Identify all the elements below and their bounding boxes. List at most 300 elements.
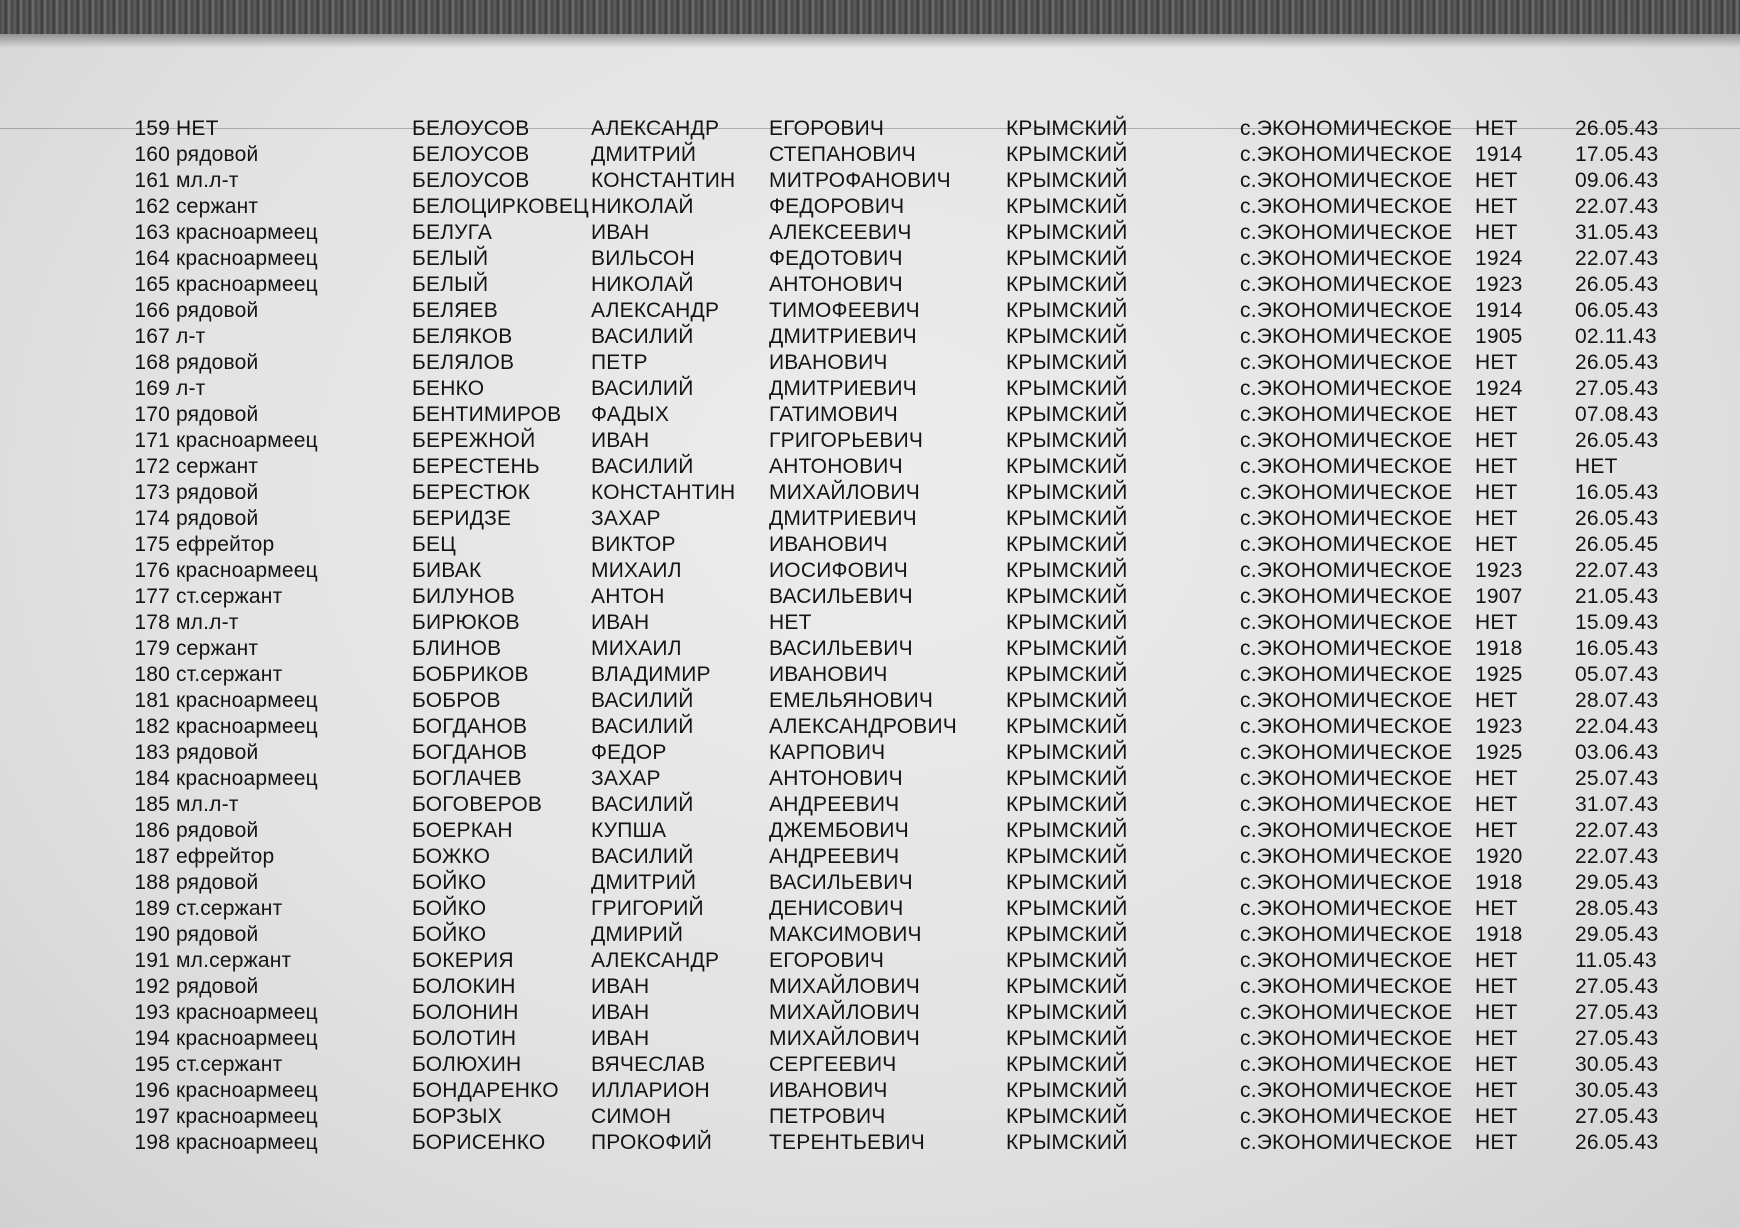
- village-cell: с.ЭКОНОМИЧЕСКОЕ: [1240, 1079, 1453, 1102]
- table-row: [0, 168, 1740, 194]
- district-cell: КРЫМСКИЙ: [1006, 273, 1128, 296]
- rank-cell: рядовой: [176, 507, 259, 530]
- date-cell: 15.09.43: [1575, 611, 1659, 634]
- rank-cell: л-т: [176, 377, 206, 400]
- row-number: 185: [134, 793, 170, 816]
- village-cell: с.ЭКОНОМИЧЕСКОЕ: [1240, 455, 1453, 478]
- table-row: [0, 688, 1740, 714]
- district-cell: КРЫМСКИЙ: [1006, 793, 1128, 816]
- patronymic-cell: МИХАЙЛОВИЧ: [769, 1027, 920, 1050]
- rank-cell: рядовой: [176, 143, 259, 166]
- last-name-cell: БЕЛОЦИРКОВЕЦ: [412, 195, 589, 218]
- last-name-cell: БОГОВЕРОВ: [412, 793, 543, 816]
- last-name-cell: БОЙКО: [412, 897, 487, 920]
- rank-cell: рядовой: [176, 923, 259, 946]
- rank-cell: красноармеец: [176, 273, 318, 296]
- first-name-cell: ФЕДОР: [591, 741, 667, 764]
- row-number: 191: [134, 949, 170, 972]
- last-name-cell: БИЛУНОВ: [412, 585, 515, 608]
- village-cell: с.ЭКОНОМИЧЕСКОЕ: [1240, 1105, 1453, 1128]
- last-name-cell: БЕРЕЖНОЙ: [412, 429, 536, 452]
- first-name-cell: ФАДЫХ: [591, 403, 670, 426]
- first-name-cell: ДМИТРИЙ: [591, 871, 697, 894]
- village-cell: с.ЭКОНОМИЧЕСКОЕ: [1240, 741, 1453, 764]
- last-name-cell: БОЛОКИН: [412, 975, 516, 998]
- last-name-cell: БЕЛОУСОВ: [412, 169, 530, 192]
- date-cell: 31.05.43: [1575, 221, 1659, 244]
- birth-year-cell: 1918: [1475, 923, 1523, 946]
- row-number: 194: [134, 1027, 170, 1050]
- birth-year-cell: НЕТ: [1475, 1001, 1518, 1024]
- row-number: 197: [134, 1105, 170, 1128]
- district-cell: КРЫМСКИЙ: [1006, 429, 1128, 452]
- district-cell: КРЫМСКИЙ: [1006, 1053, 1128, 1076]
- date-cell: 29.05.43: [1575, 923, 1659, 946]
- scan-edge-shadow: [0, 34, 1740, 48]
- last-name-cell: БОРИСЕНКО: [412, 1131, 546, 1154]
- district-cell: КРЫМСКИЙ: [1006, 299, 1128, 322]
- district-cell: КРЫМСКИЙ: [1006, 559, 1128, 582]
- district-cell: КРЫМСКИЙ: [1006, 663, 1128, 686]
- village-cell: с.ЭКОНОМИЧЕСКОЕ: [1240, 481, 1453, 504]
- row-number: 167: [134, 325, 170, 348]
- birth-year-cell: 1924: [1475, 247, 1523, 270]
- village-cell: с.ЭКОНОМИЧЕСКОЕ: [1240, 559, 1453, 582]
- date-cell: 06.05.43: [1575, 299, 1659, 322]
- birth-year-cell: 1914: [1475, 143, 1523, 166]
- birth-year-cell: НЕТ: [1475, 195, 1518, 218]
- birth-year-cell: 1918: [1475, 637, 1523, 660]
- date-cell: 30.05.43: [1575, 1079, 1659, 1102]
- row-number: 166: [134, 299, 170, 322]
- rank-cell: красноармеец: [176, 689, 318, 712]
- table-row: [0, 714, 1740, 740]
- row-number: 162: [134, 195, 170, 218]
- patronymic-cell: АНТОНОВИЧ: [769, 273, 903, 296]
- birth-year-cell: НЕТ: [1475, 949, 1518, 972]
- village-cell: с.ЭКОНОМИЧЕСКОЕ: [1240, 819, 1453, 842]
- village-cell: с.ЭКОНОМИЧЕСКОЕ: [1240, 637, 1453, 660]
- row-number: 175: [134, 533, 170, 556]
- first-name-cell: МИХАИЛ: [591, 559, 682, 582]
- district-cell: КРЫМСКИЙ: [1006, 377, 1128, 400]
- patronymic-cell: ДМИТРИЕВИЧ: [769, 377, 917, 400]
- row-number: 195: [134, 1053, 170, 1076]
- village-cell: с.ЭКОНОМИЧЕСКОЕ: [1240, 949, 1453, 972]
- rank-cell: рядовой: [176, 871, 259, 894]
- village-cell: с.ЭКОНОМИЧЕСКОЕ: [1240, 117, 1453, 140]
- last-name-cell: БЕЛОУСОВ: [412, 117, 530, 140]
- first-name-cell: ПЕТР: [591, 351, 648, 374]
- first-name-cell: ИВАН: [591, 1027, 650, 1050]
- table-row: [0, 1130, 1740, 1156]
- row-number: 172: [134, 455, 170, 478]
- district-cell: КРЫМСКИЙ: [1006, 1001, 1128, 1024]
- birth-year-cell: НЕТ: [1475, 819, 1518, 842]
- patronymic-cell: ДЕНИСОВИЧ: [769, 897, 904, 920]
- patronymic-cell: ЕГОРОВИЧ: [769, 117, 885, 140]
- rank-cell: рядовой: [176, 741, 259, 764]
- table-row: [0, 532, 1740, 558]
- birth-year-cell: 1914: [1475, 299, 1523, 322]
- last-name-cell: БЕЛЫЙ: [412, 273, 489, 296]
- birth-year-cell: НЕТ: [1475, 117, 1518, 140]
- rank-cell: красноармеец: [176, 1105, 318, 1128]
- district-cell: КРЫМСКИЙ: [1006, 689, 1128, 712]
- district-cell: КРЫМСКИЙ: [1006, 741, 1128, 764]
- row-number: 189: [134, 897, 170, 920]
- district-cell: КРЫМСКИЙ: [1006, 871, 1128, 894]
- birth-year-cell: 1923: [1475, 273, 1523, 296]
- village-cell: с.ЭКОНОМИЧЕСКОЕ: [1240, 585, 1453, 608]
- date-cell: 25.07.43: [1575, 767, 1659, 790]
- table-row: [0, 844, 1740, 870]
- village-cell: с.ЭКОНОМИЧЕСКОЕ: [1240, 611, 1453, 634]
- first-name-cell: КОНСТАНТИН: [591, 169, 736, 192]
- row-number: 173: [134, 481, 170, 504]
- table-row: [0, 272, 1740, 298]
- first-name-cell: НИКОЛАЙ: [591, 273, 694, 296]
- birth-year-cell: НЕТ: [1475, 1079, 1518, 1102]
- village-cell: с.ЭКОНОМИЧЕСКОЕ: [1240, 897, 1453, 920]
- district-cell: КРЫМСКИЙ: [1006, 611, 1128, 634]
- date-cell: 27.05.43: [1575, 377, 1659, 400]
- rank-cell: ефрейтор: [176, 533, 275, 556]
- table-row: [0, 974, 1740, 1000]
- first-name-cell: ВАСИЛИЙ: [591, 455, 694, 478]
- date-cell: 27.05.43: [1575, 1105, 1659, 1128]
- date-cell: 17.05.43: [1575, 143, 1659, 166]
- first-name-cell: ИВАН: [591, 611, 650, 634]
- rank-cell: красноармеец: [176, 1079, 318, 1102]
- row-number: 164: [134, 247, 170, 270]
- village-cell: с.ЭКОНОМИЧЕСКОЕ: [1240, 195, 1453, 218]
- table-row: [0, 1026, 1740, 1052]
- table-row: [0, 454, 1740, 480]
- rank-cell: НЕТ: [176, 117, 219, 140]
- patronymic-cell: ИОСИФОВИЧ: [769, 559, 908, 582]
- last-name-cell: БЕРЕСТЕНЬ: [412, 455, 540, 478]
- first-name-cell: ВАСИЛИЙ: [591, 325, 694, 348]
- first-name-cell: АЛЕКСАНДР: [591, 299, 720, 322]
- row-number: 184: [134, 767, 170, 790]
- first-name-cell: ВЯЧЕСЛАВ: [591, 1053, 706, 1076]
- birth-year-cell: НЕТ: [1475, 1027, 1518, 1050]
- last-name-cell: БОГДАНОВ: [412, 715, 528, 738]
- patronymic-cell: ИВАНОВИЧ: [769, 1079, 888, 1102]
- rank-cell: красноармеец: [176, 1001, 318, 1024]
- last-name-cell: БЕЛЯЛОВ: [412, 351, 515, 374]
- row-number: 169: [134, 377, 170, 400]
- rank-cell: красноармеец: [176, 1131, 318, 1154]
- birth-year-cell: 1920: [1475, 845, 1523, 868]
- rank-cell: мл.л-т: [176, 793, 239, 816]
- last-name-cell: БОЖКО: [412, 845, 491, 868]
- first-name-cell: ПРОКОФИЙ: [591, 1131, 713, 1154]
- table-row: [0, 506, 1740, 532]
- district-cell: КРЫМСКИЙ: [1006, 949, 1128, 972]
- village-cell: с.ЭКОНОМИЧЕСКОЕ: [1240, 299, 1453, 322]
- row-number: 168: [134, 351, 170, 374]
- birth-year-cell: НЕТ: [1475, 481, 1518, 504]
- scan-top-edge: [0, 0, 1740, 34]
- last-name-cell: БОНДАРЕНКО: [412, 1079, 559, 1102]
- last-name-cell: БОЙКО: [412, 871, 487, 894]
- date-cell: 05.07.43: [1575, 663, 1659, 686]
- first-name-cell: ИВАН: [591, 1001, 650, 1024]
- district-cell: КРЫМСКИЙ: [1006, 715, 1128, 738]
- table-row: [0, 298, 1740, 324]
- village-cell: с.ЭКОНОМИЧЕСКОЕ: [1240, 845, 1453, 868]
- row-number: 186: [134, 819, 170, 842]
- table-row: [0, 792, 1740, 818]
- table-row: [0, 1104, 1740, 1130]
- date-cell: 26.05.43: [1575, 1131, 1659, 1154]
- date-cell: 28.07.43: [1575, 689, 1659, 712]
- table-row: [0, 636, 1740, 662]
- village-cell: с.ЭКОНОМИЧЕСКОЕ: [1240, 975, 1453, 998]
- row-number: 178: [134, 611, 170, 634]
- birth-year-cell: 1924: [1475, 377, 1523, 400]
- patronymic-cell: ФЕДОТОВИЧ: [769, 247, 903, 270]
- last-name-cell: БЕНТИМИРОВ: [412, 403, 562, 426]
- birth-year-cell: 1923: [1475, 715, 1523, 738]
- table-row: [0, 896, 1740, 922]
- patronymic-cell: ДМИТРИЕВИЧ: [769, 507, 917, 530]
- district-cell: КРЫМСКИЙ: [1006, 403, 1128, 426]
- patronymic-cell: ГРИГОРЬЕВИЧ: [769, 429, 924, 452]
- village-cell: с.ЭКОНОМИЧЕСКОЕ: [1240, 1131, 1453, 1154]
- table-row: [0, 922, 1740, 948]
- roster-table: [0, 116, 1740, 1156]
- date-cell: 26.05.45: [1575, 533, 1659, 556]
- last-name-cell: БЕЛЫЙ: [412, 247, 489, 270]
- district-cell: КРЫМСКИЙ: [1006, 325, 1128, 348]
- birth-year-cell: НЕТ: [1475, 611, 1518, 634]
- patronymic-cell: МИХАЙЛОВИЧ: [769, 1001, 920, 1024]
- birth-year-cell: НЕТ: [1475, 429, 1518, 452]
- date-cell: 02.11.43: [1575, 325, 1657, 348]
- first-name-cell: АЛЕКСАНДР: [591, 949, 720, 972]
- row-number: 183: [134, 741, 170, 764]
- rank-cell: ст.сержант: [176, 1053, 283, 1076]
- patronymic-cell: ПЕТРОВИЧ: [769, 1105, 886, 1128]
- row-number: 174: [134, 507, 170, 530]
- date-cell: 26.05.43: [1575, 507, 1659, 530]
- birth-year-cell: НЕТ: [1475, 1105, 1518, 1128]
- district-cell: КРЫМСКИЙ: [1006, 1079, 1128, 1102]
- last-name-cell: БЕЦ: [412, 533, 456, 556]
- district-cell: КРЫМСКИЙ: [1006, 507, 1128, 530]
- last-name-cell: БОБРИКОВ: [412, 663, 529, 686]
- patronymic-cell: ДЖЕМБОВИЧ: [769, 819, 909, 842]
- row-number: 171: [134, 429, 170, 452]
- rank-cell: красноармеец: [176, 767, 318, 790]
- village-cell: с.ЭКОНОМИЧЕСКОЕ: [1240, 793, 1453, 816]
- date-cell: 29.05.43: [1575, 871, 1659, 894]
- first-name-cell: ВАСИЛИЙ: [591, 689, 694, 712]
- date-cell: 30.05.43: [1575, 1053, 1659, 1076]
- village-cell: с.ЭКОНОМИЧЕСКОЕ: [1240, 1053, 1453, 1076]
- patronymic-cell: ИВАНОВИЧ: [769, 351, 888, 374]
- first-name-cell: АЛЕКСАНДР: [591, 117, 720, 140]
- table-row: [0, 610, 1740, 636]
- row-number: 170: [134, 403, 170, 426]
- birth-year-cell: НЕТ: [1475, 1053, 1518, 1076]
- first-name-cell: ГРИГОРИЙ: [591, 897, 704, 920]
- date-cell: 07.08.43: [1575, 403, 1659, 426]
- patronymic-cell: ТЕРЕНТЬЕВИЧ: [769, 1131, 925, 1154]
- rank-cell: ефрейтор: [176, 845, 275, 868]
- date-cell: 03.06.43: [1575, 741, 1659, 764]
- district-cell: КРЫМСКИЙ: [1006, 533, 1128, 556]
- first-name-cell: ВАСИЛИЙ: [591, 845, 694, 868]
- village-cell: с.ЭКОНОМИЧЕСКОЕ: [1240, 351, 1453, 374]
- rank-cell: мл.л-т: [176, 169, 239, 192]
- patronymic-cell: ИВАНОВИЧ: [769, 533, 888, 556]
- last-name-cell: БОБРОВ: [412, 689, 501, 712]
- patronymic-cell: АНДРЕЕВИЧ: [769, 845, 900, 868]
- village-cell: с.ЭКОНОМИЧЕСКОЕ: [1240, 143, 1453, 166]
- rank-cell: сержант: [176, 195, 259, 218]
- row-number: 176: [134, 559, 170, 582]
- last-name-cell: БОЙКО: [412, 923, 487, 946]
- last-name-cell: БОГЛАЧЕВ: [412, 767, 522, 790]
- table-row: [0, 402, 1740, 428]
- last-name-cell: БЕНКО: [412, 377, 485, 400]
- rank-cell: рядовой: [176, 351, 259, 374]
- village-cell: с.ЭКОНОМИЧЕСКОЕ: [1240, 767, 1453, 790]
- birth-year-cell: НЕТ: [1475, 221, 1518, 244]
- rank-cell: красноармеец: [176, 429, 318, 452]
- rank-cell: ст.сержант: [176, 585, 283, 608]
- rank-cell: мл.л-т: [176, 611, 239, 634]
- rank-cell: рядовой: [176, 975, 259, 998]
- first-name-cell: ИВАН: [591, 975, 650, 998]
- table-row: [0, 116, 1740, 142]
- date-cell: 26.05.43: [1575, 117, 1659, 140]
- row-number: 179: [134, 637, 170, 660]
- date-cell: 22.07.43: [1575, 247, 1659, 270]
- row-number: 177: [134, 585, 170, 608]
- birth-year-cell: 1925: [1475, 741, 1523, 764]
- row-number: 187: [134, 845, 170, 868]
- row-number: 180: [134, 663, 170, 686]
- row-number: 165: [134, 273, 170, 296]
- village-cell: с.ЭКОНОМИЧЕСКОЕ: [1240, 403, 1453, 426]
- birth-year-cell: НЕТ: [1475, 689, 1518, 712]
- birth-year-cell: 1923: [1475, 559, 1523, 582]
- last-name-cell: БОРЗЫХ: [412, 1105, 502, 1128]
- patronymic-cell: МИХАЙЛОВИЧ: [769, 975, 920, 998]
- first-name-cell: ВАСИЛИЙ: [591, 715, 694, 738]
- birth-year-cell: НЕТ: [1475, 975, 1518, 998]
- rank-cell: сержант: [176, 637, 259, 660]
- last-name-cell: БЕЛУГА: [412, 221, 493, 244]
- date-cell: 22.04.43: [1575, 715, 1659, 738]
- date-cell: 09.06.43: [1575, 169, 1659, 192]
- rank-cell: ст.сержант: [176, 897, 283, 920]
- village-cell: с.ЭКОНОМИЧЕСКОЕ: [1240, 871, 1453, 894]
- patronymic-cell: ЕМЕЛЬЯНОВИЧ: [769, 689, 934, 712]
- village-cell: с.ЭКОНОМИЧЕСКОЕ: [1240, 715, 1453, 738]
- table-row: [0, 740, 1740, 766]
- birth-year-cell: НЕТ: [1475, 455, 1518, 478]
- district-cell: КРЫМСКИЙ: [1006, 767, 1128, 790]
- district-cell: КРЫМСКИЙ: [1006, 351, 1128, 374]
- table-row: [0, 818, 1740, 844]
- patronymic-cell: ФЕДОРОВИЧ: [769, 195, 905, 218]
- village-cell: с.ЭКОНОМИЧЕСКОЕ: [1240, 1027, 1453, 1050]
- village-cell: с.ЭКОНОМИЧЕСКОЕ: [1240, 923, 1453, 946]
- date-cell: 26.05.43: [1575, 273, 1659, 296]
- patronymic-cell: АНДРЕЕВИЧ: [769, 793, 900, 816]
- row-number: 193: [134, 1001, 170, 1024]
- patronymic-cell: ВАСИЛЬЕВИЧ: [769, 871, 913, 894]
- birth-year-cell: 1907: [1475, 585, 1523, 608]
- village-cell: с.ЭКОНОМИЧЕСКОЕ: [1240, 377, 1453, 400]
- village-cell: с.ЭКОНОМИЧЕСКОЕ: [1240, 689, 1453, 712]
- village-cell: с.ЭКОНОМИЧЕСКОЕ: [1240, 325, 1453, 348]
- district-cell: КРЫМСКИЙ: [1006, 923, 1128, 946]
- date-cell: 21.05.43: [1575, 585, 1659, 608]
- date-cell: 26.05.43: [1575, 429, 1659, 452]
- district-cell: КРЫМСКИЙ: [1006, 975, 1128, 998]
- district-cell: КРЫМСКИЙ: [1006, 585, 1128, 608]
- first-name-cell: ЗАХАР: [591, 507, 661, 530]
- district-cell: КРЫМСКИЙ: [1006, 897, 1128, 920]
- first-name-cell: ВАСИЛИЙ: [591, 793, 694, 816]
- district-cell: КРЫМСКИЙ: [1006, 1131, 1128, 1154]
- last-name-cell: БЕРЕСТЮК: [412, 481, 531, 504]
- patronymic-cell: ВАСИЛЬЕВИЧ: [769, 637, 913, 660]
- first-name-cell: ДМИТРИЙ: [591, 143, 697, 166]
- village-cell: с.ЭКОНОМИЧЕСКОЕ: [1240, 533, 1453, 556]
- table-row: [0, 480, 1740, 506]
- date-cell: 16.05.43: [1575, 481, 1659, 504]
- rank-cell: красноармеец: [176, 715, 318, 738]
- patronymic-cell: АЛЕКСАНДРОВИЧ: [769, 715, 957, 738]
- village-cell: с.ЭКОНОМИЧЕСКОЕ: [1240, 663, 1453, 686]
- row-number: 161: [134, 169, 170, 192]
- date-cell: 31.07.43: [1575, 793, 1659, 816]
- row-number: 182: [134, 715, 170, 738]
- table-row: [0, 324, 1740, 350]
- rank-cell: рядовой: [176, 299, 259, 322]
- village-cell: с.ЭКОНОМИЧЕСКОЕ: [1240, 221, 1453, 244]
- table-row: [0, 766, 1740, 792]
- row-number: 163: [134, 221, 170, 244]
- birth-year-cell: 1905: [1475, 325, 1523, 348]
- row-number: 188: [134, 871, 170, 894]
- table-row: [0, 558, 1740, 584]
- village-cell: с.ЭКОНОМИЧЕСКОЕ: [1240, 247, 1453, 270]
- birth-year-cell: НЕТ: [1475, 1131, 1518, 1154]
- table-row: [0, 246, 1740, 272]
- patronymic-cell: АЛЕКСЕЕВИЧ: [769, 221, 912, 244]
- first-name-cell: ИВАН: [591, 221, 650, 244]
- last-name-cell: БЛИНОВ: [412, 637, 502, 660]
- first-name-cell: КУПША: [591, 819, 667, 842]
- table-row: [0, 376, 1740, 402]
- first-name-cell: НИКОЛАЙ: [591, 195, 694, 218]
- district-cell: КРЫМСКИЙ: [1006, 169, 1128, 192]
- table-row: [0, 1078, 1740, 1104]
- district-cell: КРЫМСКИЙ: [1006, 221, 1128, 244]
- row-number: 159: [134, 117, 170, 140]
- first-name-cell: ИЛЛАРИОН: [591, 1079, 710, 1102]
- date-cell: 16.05.43: [1575, 637, 1659, 660]
